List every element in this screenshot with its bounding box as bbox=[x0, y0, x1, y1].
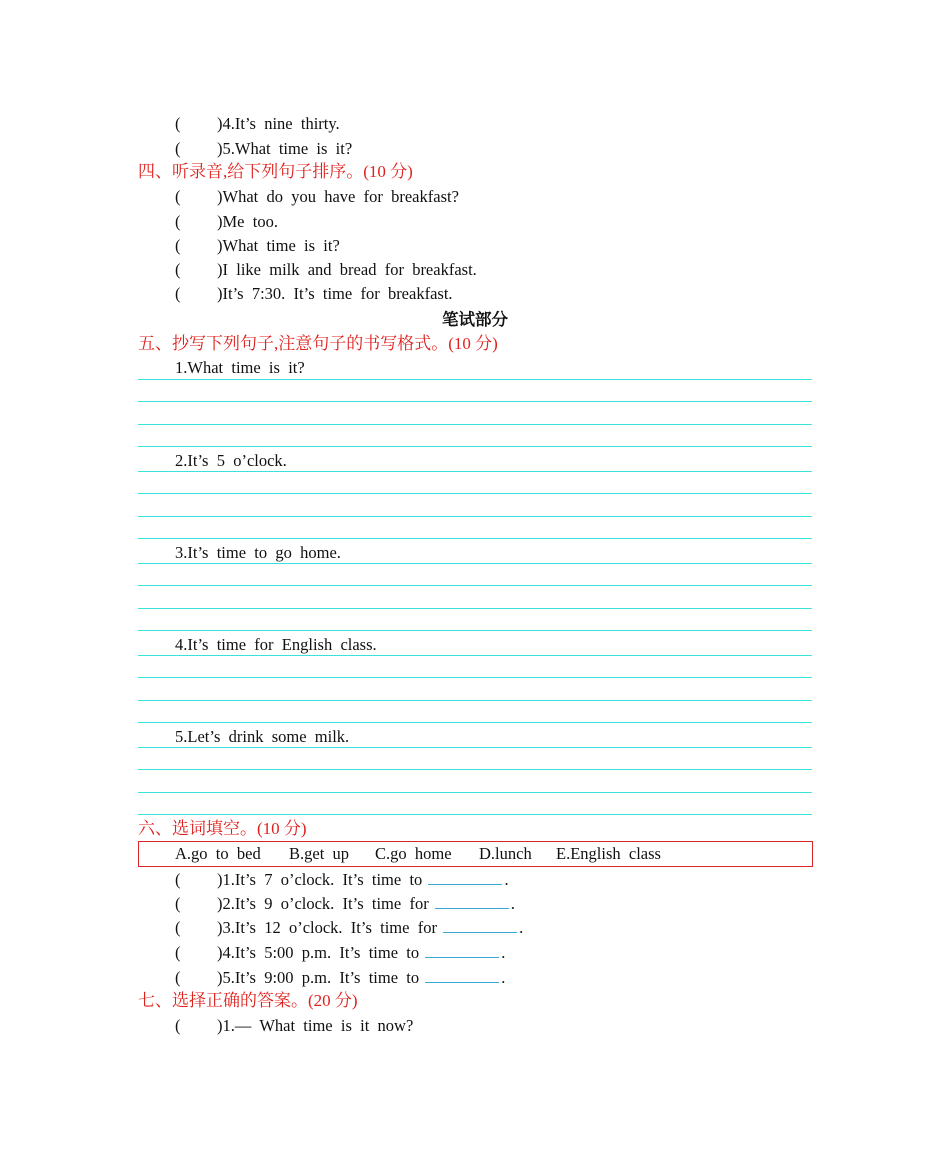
writing-line bbox=[138, 700, 812, 701]
copy-sentence: 2.It’s 5 o’clock. bbox=[175, 451, 287, 470]
word-option: A.go to bed bbox=[175, 844, 261, 863]
writing-line bbox=[138, 516, 812, 517]
list-item: ( )1.It’s 7 o’clock. It’s time to . bbox=[175, 870, 509, 889]
writing-line bbox=[138, 471, 812, 472]
writing-line bbox=[138, 424, 812, 425]
section-5-heading: 五、抄写下列句子,注意句子的书写格式。(10 分) bbox=[138, 334, 498, 353]
list-item: ( )2.It’s 9 o’clock. It’s time for . bbox=[175, 894, 515, 913]
list-item: ( )I like milk and bread for breakfast. bbox=[175, 260, 477, 279]
word-option: E.English class bbox=[556, 844, 661, 863]
writing-line bbox=[138, 769, 812, 770]
writing-line bbox=[138, 677, 812, 678]
answer-blank[interactable] bbox=[435, 894, 509, 909]
copy-sentence: 3.It’s time to go home. bbox=[175, 543, 341, 562]
list-item: ( )What time is it? bbox=[175, 236, 340, 255]
word-options-box bbox=[138, 841, 813, 867]
list-item: ( )It’s 7:30. It’s time for breakfast. bbox=[175, 284, 453, 303]
word-option: C.go home bbox=[375, 844, 452, 863]
word-option: D.lunch bbox=[479, 844, 532, 863]
section-7-heading: 七、选择正确的答案。(20 分) bbox=[138, 991, 358, 1010]
writing-line bbox=[138, 379, 812, 380]
writing-line bbox=[138, 747, 812, 748]
writing-line bbox=[138, 401, 812, 402]
answer-blank[interactable] bbox=[425, 943, 499, 958]
copy-sentence: 1.What time is it? bbox=[175, 358, 305, 377]
list-item: ( )3.It’s 12 o’clock. It’s time for . bbox=[175, 918, 524, 937]
copy-sentence: 5.Let’s drink some milk. bbox=[175, 727, 350, 746]
list-item: ( )1.— What time is it now? bbox=[175, 1016, 414, 1035]
writing-line bbox=[138, 446, 812, 447]
answer-blank[interactable] bbox=[443, 918, 517, 933]
list-item: ( )4.It’s 5:00 p.m. It’s time to . bbox=[175, 943, 506, 962]
section-6-heading: 六、选词填空。(10 分) bbox=[138, 819, 307, 838]
copy-sentence: 4.It’s time for English class. bbox=[175, 635, 377, 654]
list-item: ( )What do you have for breakfast? bbox=[175, 187, 459, 206]
writing-line bbox=[138, 585, 812, 586]
word-option: B.get up bbox=[289, 844, 350, 863]
answer-blank[interactable] bbox=[425, 968, 499, 983]
writing-line bbox=[138, 608, 812, 609]
writing-line bbox=[138, 630, 812, 631]
section-4-heading: 四、听录音,给下列句子排序。(10 分) bbox=[138, 162, 413, 181]
answer-blank[interactable] bbox=[428, 870, 502, 885]
list-item: ( )5.What time is it? bbox=[175, 139, 353, 158]
writing-line bbox=[138, 563, 812, 564]
writing-line bbox=[138, 493, 812, 494]
list-item: ( )5.It’s 9:00 p.m. It’s time to . bbox=[175, 968, 506, 987]
writing-line bbox=[138, 814, 812, 815]
writing-line bbox=[138, 655, 812, 656]
writing-line bbox=[138, 538, 812, 539]
written-part-title: 笔试部分 bbox=[442, 310, 508, 329]
list-item: ( )4.It’s nine thirty. bbox=[175, 114, 340, 133]
writing-line bbox=[138, 792, 812, 793]
writing-line bbox=[138, 722, 812, 723]
list-item: ( )Me too. bbox=[175, 212, 278, 231]
